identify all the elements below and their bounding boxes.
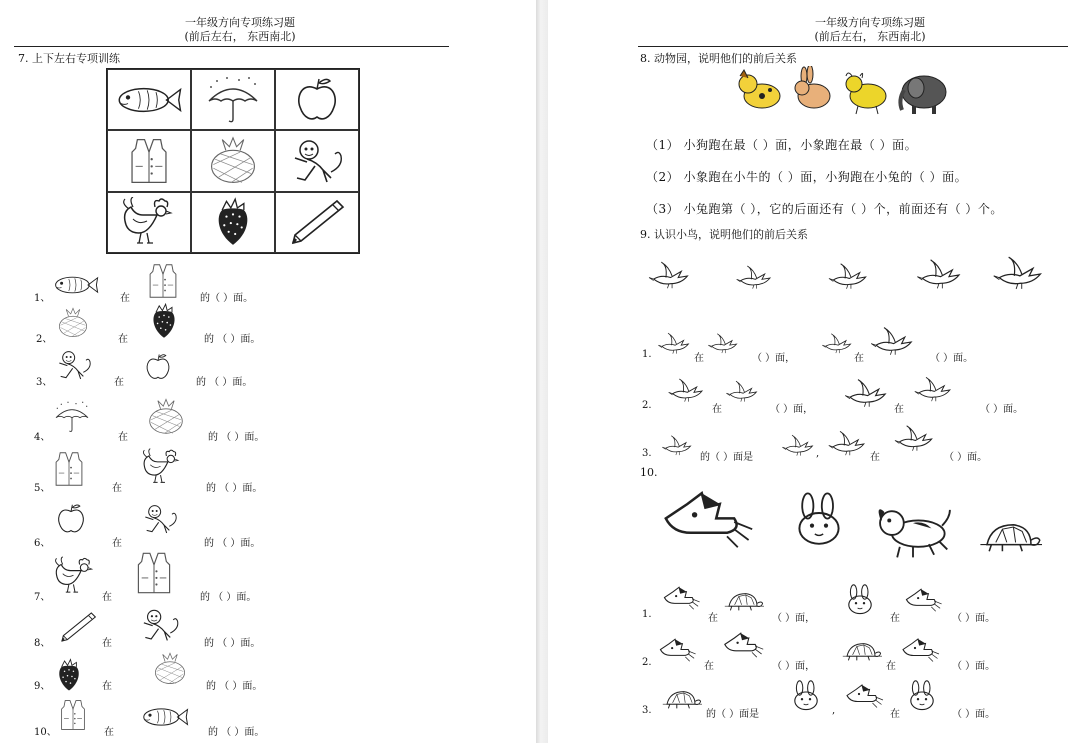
zai-label: 在 <box>114 377 124 388</box>
answer-blank: 的（ ）面。 <box>200 293 254 304</box>
bird-icon <box>826 428 868 460</box>
answer-blank: 的（ ）面是 <box>700 452 754 463</box>
zai-label: 在 <box>102 681 112 692</box>
zai-label: 在 <box>120 293 130 304</box>
grid-cell-rooster <box>107 192 191 253</box>
answer-blank: 的 （ ）面。 <box>196 377 253 388</box>
fox-icon <box>898 636 944 666</box>
fox-icon <box>660 584 704 614</box>
pineapple-icon <box>198 136 268 186</box>
answer-blank: 的 （ ）面。 <box>204 334 261 345</box>
monkey-icon <box>54 348 94 382</box>
turtle-icon <box>838 638 884 666</box>
zai-label: 在 <box>694 353 704 364</box>
vest-icon <box>114 136 184 186</box>
zai-label: 在 <box>894 404 904 415</box>
bird-icon <box>734 258 774 298</box>
answer-blank: 的 （ ）面。 <box>204 638 261 649</box>
grid-cell-vest <box>107 130 191 191</box>
grid-cell-apple <box>275 69 359 130</box>
vest-icon <box>52 450 86 488</box>
row-number: 9、 <box>34 681 51 692</box>
answer-blank: （ ）面。 <box>952 661 996 672</box>
zai-label: 在 <box>112 483 122 494</box>
fox-icon <box>656 636 700 666</box>
pencil-icon <box>58 610 98 644</box>
zai-label: 在 <box>870 452 880 463</box>
header-rule <box>638 46 1068 47</box>
worksheet-title: 一年级方向专项练习题 <box>185 16 295 29</box>
row-number: 2、 <box>36 334 53 345</box>
row-number: 3. <box>642 448 652 459</box>
turtle-icon <box>970 516 1048 560</box>
bird-icon <box>724 376 760 408</box>
zai-label: 在 <box>112 538 122 549</box>
monkey-icon <box>140 500 180 538</box>
race-picture <box>654 482 1064 566</box>
dog-icon <box>739 70 780 108</box>
answer-blank: （ ）面， <box>770 404 814 415</box>
bird-icon <box>780 432 816 460</box>
bird-icon <box>892 420 936 458</box>
vest-icon <box>146 262 180 300</box>
q8-line-2: （2） 小象跑在小牛的（ ）面，小狗跑在小兔的（ ）面。 <box>646 170 968 184</box>
fox-icon <box>902 586 946 616</box>
rabbit-icon <box>795 66 830 108</box>
row-number: 8、 <box>34 638 51 649</box>
answer-blank: （ ）面。 <box>952 709 996 720</box>
bird-icon <box>660 432 694 460</box>
answer-blank: （ ）面。 <box>944 452 988 463</box>
umbrella-icon <box>52 400 92 434</box>
bird-icon <box>646 254 692 298</box>
zai-label: 在 <box>886 661 896 672</box>
zai-label: 在 <box>102 638 112 649</box>
apple-icon <box>54 500 88 538</box>
fox-icon <box>720 630 768 662</box>
apple-icon <box>142 352 174 382</box>
answer-blank: （ ）面， <box>772 661 816 672</box>
zai-label: 在 <box>712 404 722 415</box>
umbrella-icon <box>198 75 268 125</box>
answer-blank: （ ）面， <box>752 353 796 364</box>
answer-blank: （ ）面。 <box>952 613 996 624</box>
grid-cell-strawberry <box>191 192 275 253</box>
page-header-left <box>140 16 340 44</box>
row-number: 1. <box>642 349 652 360</box>
grid-cell-monkey <box>275 130 359 191</box>
bird-icon <box>826 256 870 298</box>
answer-blank: （ ）面。 <box>930 353 974 364</box>
row-number: 1、 <box>34 293 51 304</box>
grid-cell-fish <box>107 69 191 130</box>
row-number: 1. <box>642 609 652 620</box>
bird-icon <box>706 330 740 358</box>
bird-icon <box>866 326 918 358</box>
pineapple-icon <box>56 307 90 339</box>
page-header-right <box>770 16 970 44</box>
bird-icon <box>990 254 1046 294</box>
grid-cell-umbrella <box>191 69 275 130</box>
row-number: 5、 <box>34 483 51 494</box>
answer-blank: 的（ ）面是 <box>706 709 760 720</box>
row-number: 3. <box>642 705 652 716</box>
rabbit-icon <box>838 584 882 616</box>
strawberry-icon <box>148 302 180 340</box>
fish-icon <box>140 702 190 732</box>
header-rule <box>14 46 449 47</box>
zai-label: 在 <box>118 334 128 345</box>
monkey-icon <box>138 606 182 644</box>
bird-icon <box>656 330 692 358</box>
answer-blank: 的 （ ）面。 <box>204 538 261 549</box>
elephant-icon <box>900 76 946 114</box>
zai-label: 在 <box>704 661 714 672</box>
answer-blank: 的 （ ）面。 <box>208 432 265 443</box>
turtle-icon <box>720 588 766 616</box>
monkey-icon <box>282 136 352 186</box>
zai-label: 在 <box>708 613 718 624</box>
grid-cell-pineapple <box>191 130 275 191</box>
zai-label: 在 <box>890 709 900 720</box>
worksheet-title: 一年级方向专项练习题 <box>815 16 925 29</box>
q8-line-3: （3） 小兔跑第（ ），它的后面还有（ ）个，前面还有（ ）个。 <box>646 202 1003 216</box>
picture-grid <box>106 68 360 254</box>
dog-icon <box>866 502 960 560</box>
fish-icon <box>114 75 184 125</box>
row-number: 7、 <box>34 592 51 603</box>
apple-icon <box>282 75 352 125</box>
row-number: 2. <box>642 657 652 668</box>
zai-label: 在 <box>118 432 128 443</box>
row-number: 4、 <box>34 432 51 443</box>
comma-label: , <box>816 448 820 459</box>
strawberry-icon <box>198 197 268 247</box>
strawberry-icon <box>54 658 84 692</box>
rooster-icon <box>140 448 184 486</box>
rabbit-icon <box>784 680 828 712</box>
cow-icon <box>846 73 886 114</box>
q8-line-1: （1） 小狗跑在最（ ）面，小象跑在最（ ）面。 <box>646 138 918 152</box>
pineapple-icon <box>144 398 188 436</box>
answer-blank: 的 （ ）面。 <box>208 727 265 738</box>
zai-label: 在 <box>890 613 900 624</box>
q10-title: 10. <box>640 466 658 479</box>
bird-icon <box>914 254 964 296</box>
turtle-icon <box>656 686 706 714</box>
row-number: 2. <box>642 400 652 411</box>
row-number: 10、 <box>34 727 57 738</box>
fish-icon <box>52 270 100 300</box>
zai-label: 在 <box>102 592 112 603</box>
worksheet-subtitle: (前后左右， 东西南北) <box>184 30 296 43</box>
rabbit-icon <box>784 486 854 554</box>
zoo-animals-picture <box>734 66 954 116</box>
grid-cell-pencil <box>275 192 359 253</box>
answer-blank: 的 （ ）面。 <box>206 681 263 692</box>
vest-icon <box>132 550 176 596</box>
vest-icon <box>58 697 88 733</box>
row-number: 6、 <box>34 538 51 549</box>
q9-title: 9. 认识小鸟，说明他们的前后关系 <box>640 228 808 241</box>
answer-blank: 的 （ ）面。 <box>200 592 257 603</box>
fox-icon <box>654 486 764 558</box>
birds-picture <box>644 250 1068 310</box>
worksheet-page-right <box>548 0 1072 743</box>
pineapple-icon <box>150 652 190 686</box>
q7-title: 7. 上下左右专项训练 <box>18 52 120 65</box>
bird-icon <box>842 378 890 410</box>
worksheet-subtitle: (前后左右， 东西南北) <box>814 30 926 43</box>
row-number: 3、 <box>36 377 53 388</box>
zai-label: 在 <box>854 353 864 364</box>
bird-icon <box>820 330 854 358</box>
page-gutter <box>536 0 548 743</box>
answer-blank: 的 （ ）面。 <box>206 483 263 494</box>
q8-title: 8. 动物园，说明他们的前后关系 <box>640 52 797 65</box>
bird-icon <box>666 374 706 408</box>
rabbit-icon <box>900 680 944 712</box>
comma-label: , <box>832 705 836 716</box>
answer-blank: （ ）面。 <box>980 404 1024 415</box>
pencil-icon <box>282 197 352 247</box>
zai-label: 在 <box>104 727 114 738</box>
bird-icon <box>912 372 954 408</box>
rooster-icon <box>114 197 184 247</box>
rooster-icon <box>52 556 98 596</box>
fox-icon <box>842 682 888 712</box>
answer-blank: （ ）面， <box>772 613 816 624</box>
